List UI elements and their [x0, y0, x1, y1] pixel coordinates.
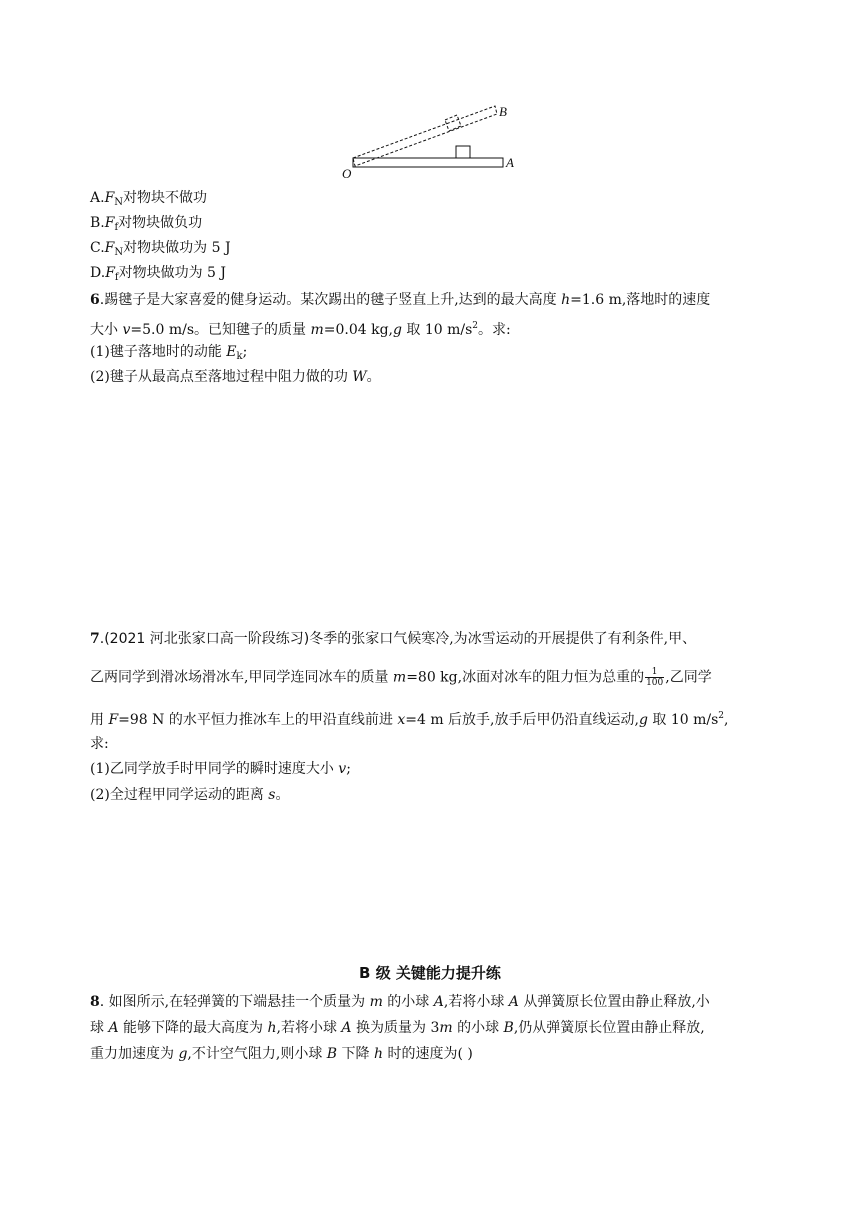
block [456, 146, 470, 158]
q7-line-4: 求: [90, 736, 109, 752]
option-a: $A.F_N$对物块不做功 [90, 190, 208, 208]
fraction-1-100: $\frac{1}{100}$ [646, 667, 664, 688]
option-d: $D.F_f$对物块做功为 5 J [90, 265, 227, 283]
board-raised-dashed [353, 106, 497, 166]
board-horizontal [353, 158, 503, 167]
label-O: O [342, 166, 352, 181]
q7-line-2: 乙两同学到滑冰场滑冰车,甲同学连同冰车的质量 m=80 kg,冰面对冰车的阻力恒为总重的 $\frac{1}{100}$ ,乙同学 [90, 667, 712, 688]
q6-part-1: (1)毽子落地时的动能 $E_k$; [90, 344, 248, 362]
q6-part-2: (2)毽子从最高点至落地过程中阻力做的功 W。 [90, 369, 381, 385]
q7-part-1: (1)乙同学放手时甲同学的瞬时速度大小 v; [90, 761, 351, 777]
q8-line-1: 8. 如图所示,在轻弹簧的下端悬挂一个质量为 m 的小球 A,若将小球 A 从弹簧原长位置由静止释放,小 [90, 994, 710, 1010]
q7-line-3: 用 F=98 N 的水平恒力推冰车上的甲沿直线前进 x=4 m 后放手,放手后甲仍沿直线运动,g 取 10 $m/s^2$, [90, 711, 729, 728]
option-c: $C.F_N$对物块做功为 5 J [90, 240, 231, 258]
incline-diagram [335, 98, 525, 183]
option-b: $B.F_f$对物块做负功 [90, 215, 203, 233]
q6-line-2: 大小 v=5.0 m/s。已知毽子的质量 m=0.04 kg,g 取 10 $m/s^2$。求: [90, 321, 511, 338]
section-title: B 级 关键能力提升练 [359, 964, 501, 982]
q6-line-1: 6.踢毽子是大家喜爱的健身运动。某次踢出的毽子竖直上升,达到的最大高度 h=1.6 m,落地时的速度 [90, 292, 711, 308]
label-B: B [499, 104, 507, 119]
q7-line-1: 7.(2021 河北张家口高一阶段练习)冬季的张家口气候寒冷,为冰雪运动的开展提供了有利条件,甲、 [90, 631, 697, 647]
q7-part-2: (2)全过程甲同学运动的距离 s。 [90, 787, 290, 803]
label-A: A [506, 155, 514, 170]
q8-line-2: 球 A 能够下降的最大高度为 h,若将小球 A 换为质量为 3m 的小球 B,仍从弹簧原长位置由静止释放, [90, 1020, 705, 1036]
q8-line-3: 重力加速度为 g,不计空气阻力,则小球 B 下降 h 时的速度为( ) [90, 1046, 473, 1062]
